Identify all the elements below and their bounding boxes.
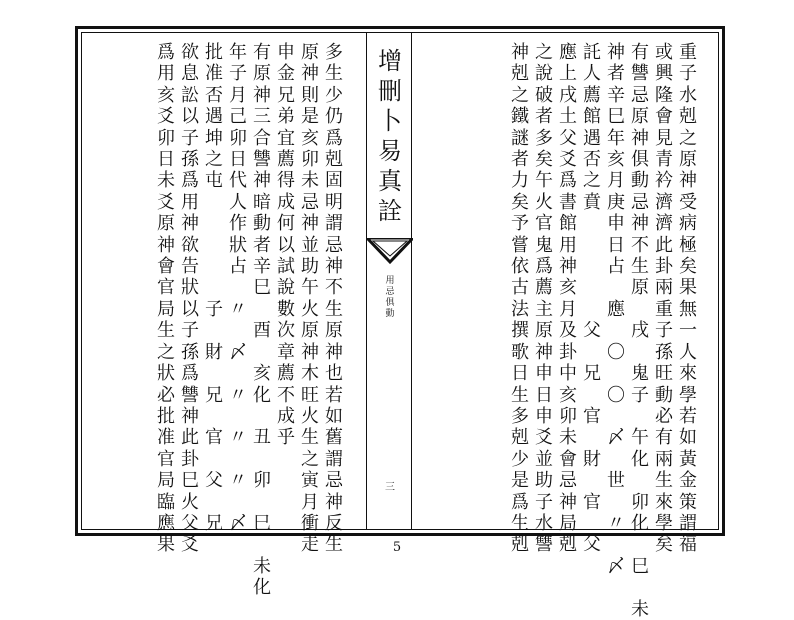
text-column: 有 原 神 三 合 讐 神 暗 動 者 辛 巳 酉 亥 化 丑 卯 巳 未 化 <box>253 42 271 599</box>
text-column: 爲 用 亥 爻 卯 日 未 爻 原 神 會 官 局 生 之 狀 必 批 准 官 局 臨 應 果 <box>157 42 175 556</box>
folio-number: 三 <box>385 482 395 493</box>
book-title: 增 刪 卜 易 真 詮 <box>378 47 402 225</box>
text-column: 原 神 則 是 亥 卯 未 忌 神 並 助 午 火 原 神 木 旺 火 生 之 寅 月 衝 走 <box>301 42 319 556</box>
text-column: 神 剋 之 鐵 謎 者 力 矣 予 嘗 依 古 法 撰 歌 日 生 多 剋 少 是 爲 生 剋 <box>511 42 529 556</box>
text-column: 神 者 辛 巳 年 亥 月 庚 申 日 占 應 〇 〇 〆 世 〃 〆 <box>607 42 625 577</box>
text-column: 申 金 兄 弟 宜 薦 得 成 何 以 試 說 數 次 章 薦 不 成 乎 <box>277 42 295 449</box>
text-column: 有 讐 忌 原 神 俱 動 忌 神 不 生 原 戌 鬼 子 午 化 卯 化 巳 未 <box>631 42 649 620</box>
text-column: 多 生 少 仍 爲 剋 固 明 謂 忌 神 不 生 原 神 也 若 如 舊 謂 忌 神 反 生 <box>325 42 343 556</box>
text-column: 之 說 破 者 多 矣 午 火 官 鬼 爲 薦 主 原 神 申 日 申 爻 並 助 子 水 讐 <box>535 42 553 556</box>
fishtail-mark-icon <box>367 238 413 266</box>
center-spine <box>366 32 412 530</box>
text-column: 或 興 隆 會 見 青 衿 濟 濟 此 卦 兩 重 子 孫 旺 動 必 有 兩 生 來 學 矣 <box>655 42 673 556</box>
text-column: 重 子 水 剋 之 原 神 受 病 極 矣 果 無 一 人 來 學 若 如 黃 金 策 謂 福 <box>679 42 697 556</box>
text-column: 批 准 否 遇 坤 之 屯 子 財 兄 官 父 兄 <box>205 42 223 534</box>
section-title: 用 忌 俱 動 <box>385 276 395 319</box>
page-number: 5 <box>392 540 402 555</box>
text-column: 欲 息 訟 以 子 孫 爲 用 神 欲 告 狀 以 子 孫 爲 讐 神 此 卦 巳 火 父 爻 <box>181 42 199 556</box>
text-column: 託 人 薦 館 遇 否 之 賁 父 兄 官 財 官 父 <box>583 42 601 556</box>
text-column: 應 上 戌 土 父 爻 爲 書 館 用 神 亥 月 及 卦 中 亥 卯 未 會 忌 神 局 剋 <box>559 42 577 556</box>
text-column: 年 子 月 己 卯 日 代 人 作 狀 占 〃 〆 〃 〃 〃 〆 <box>229 42 247 534</box>
